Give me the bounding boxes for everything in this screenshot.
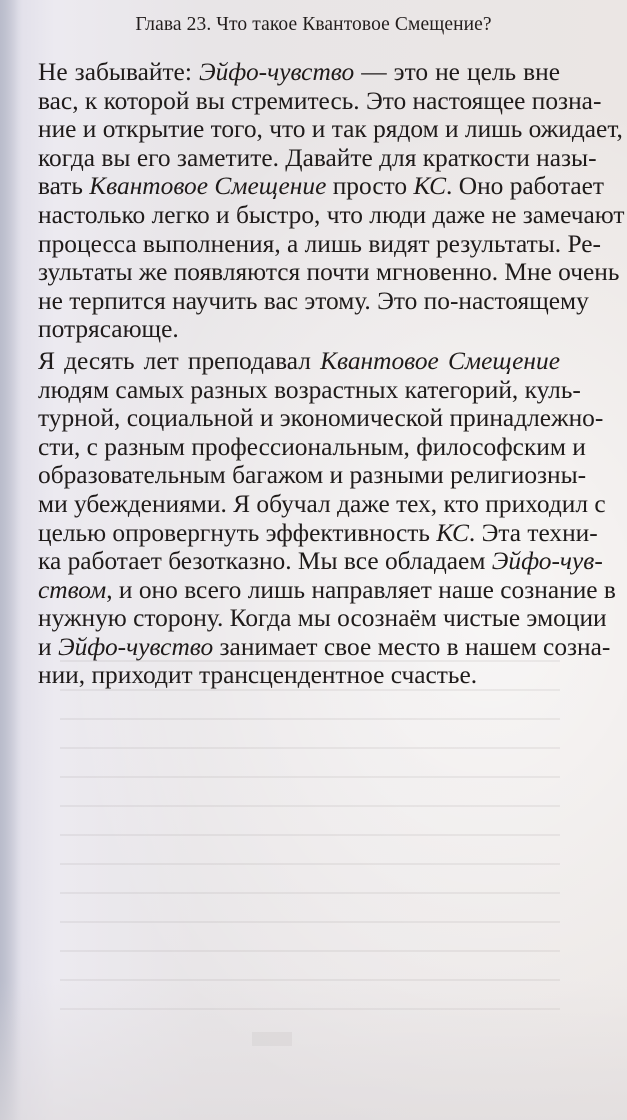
text-segment: образовательным багажом и разными религиозны- xyxy=(38,461,587,490)
text-line xyxy=(8,347,560,376)
text-line xyxy=(8,432,586,462)
text-line xyxy=(8,229,601,259)
italic-term: КС xyxy=(436,518,469,547)
italic-term: Квантовое Смещение xyxy=(320,346,560,375)
text-line xyxy=(8,461,587,490)
text-line xyxy=(8,375,581,405)
text-line xyxy=(8,604,607,633)
page-bottom-shade xyxy=(0,980,627,1120)
text-segment: Не забывайте: xyxy=(38,58,199,86)
text-segment: . Эта техни- xyxy=(468,518,598,547)
text-segment: занимает свое место в нашем созна- xyxy=(213,632,611,661)
text-segment: , и оно всего лишь направляет наше сознание в xyxy=(106,575,616,604)
text-segment: сти, с разным профессиональным, философским и xyxy=(38,432,586,461)
text-segment: Я десять лет преподавал xyxy=(38,346,321,375)
text-segment: ние и открытие того, что и так рядом и лишь ожидает, xyxy=(38,115,623,144)
text-line xyxy=(8,547,603,576)
italic-term: Эйфо-чувство xyxy=(57,632,214,661)
text-segment: не терпится научить вас этому. Это по-настоящему xyxy=(38,286,589,315)
body-text xyxy=(8,58,625,690)
text-segment: вас, к которой вы стремитесь. Это настоящее позна- xyxy=(38,86,602,115)
italic-term: ством xyxy=(38,575,107,604)
text-line xyxy=(8,258,620,287)
text-line xyxy=(8,115,623,144)
text-segment: нии, приходит трансцендентное счастье. xyxy=(38,661,478,690)
text-segment: ми убеждениями. Я обучал даже тех, кто приходил с xyxy=(38,489,606,518)
italic-term: Квантовое Смещение xyxy=(89,172,327,201)
text-line xyxy=(8,315,560,344)
show-through-text xyxy=(60,660,560,1020)
text-segment: и xyxy=(38,632,58,661)
text-segment: нужную сторону. Когда мы осознаём чистые эмоции xyxy=(38,604,607,633)
text-segment: зультаты же появляются почти мгновенно. Мне очень xyxy=(38,258,620,287)
text-line xyxy=(8,518,598,548)
text-segment: вать xyxy=(38,172,90,201)
text-line xyxy=(8,489,606,519)
paragraph-2 xyxy=(8,346,616,690)
text-segment: турной, социальной и экономической принадлежно- xyxy=(38,404,604,433)
paragraph-1 xyxy=(8,58,625,344)
italic-term: Эйфо-чув- xyxy=(491,547,603,576)
text-line xyxy=(8,632,611,662)
text-segment: процесса выполнения, а лишь видят результаты. Ре- xyxy=(38,229,601,258)
text-segment: . Оно работает xyxy=(446,172,604,201)
text-segment: когда вы его заметите. Давайте для краткости назы- xyxy=(38,143,597,172)
text-segment: ка работает безотказно. Мы все обладаем xyxy=(38,547,492,576)
text-line xyxy=(8,404,604,433)
italic-term: Эйфо-чувство xyxy=(198,58,355,86)
running-head: Глава 23. Что такое Квантовое Смещение? xyxy=(135,14,492,35)
text-segment: просто xyxy=(326,172,414,201)
text-line xyxy=(8,200,625,230)
text-line xyxy=(8,575,616,605)
text-segment: настолько легко и быстро, что люди даже не замечают xyxy=(38,200,625,229)
text-segment: потрясающе. xyxy=(38,315,179,344)
text-segment: — это не цель вне xyxy=(354,58,561,86)
italic-term: КС xyxy=(413,172,447,201)
text-line xyxy=(8,58,560,87)
text-line xyxy=(8,286,589,316)
text-segment: людям самых разных возрастных категорий, куль- xyxy=(38,375,581,404)
text-line xyxy=(8,172,604,201)
text-segment: целью опровергнуть эффективность xyxy=(38,518,437,547)
text-line xyxy=(8,86,602,116)
text-line xyxy=(8,143,597,173)
